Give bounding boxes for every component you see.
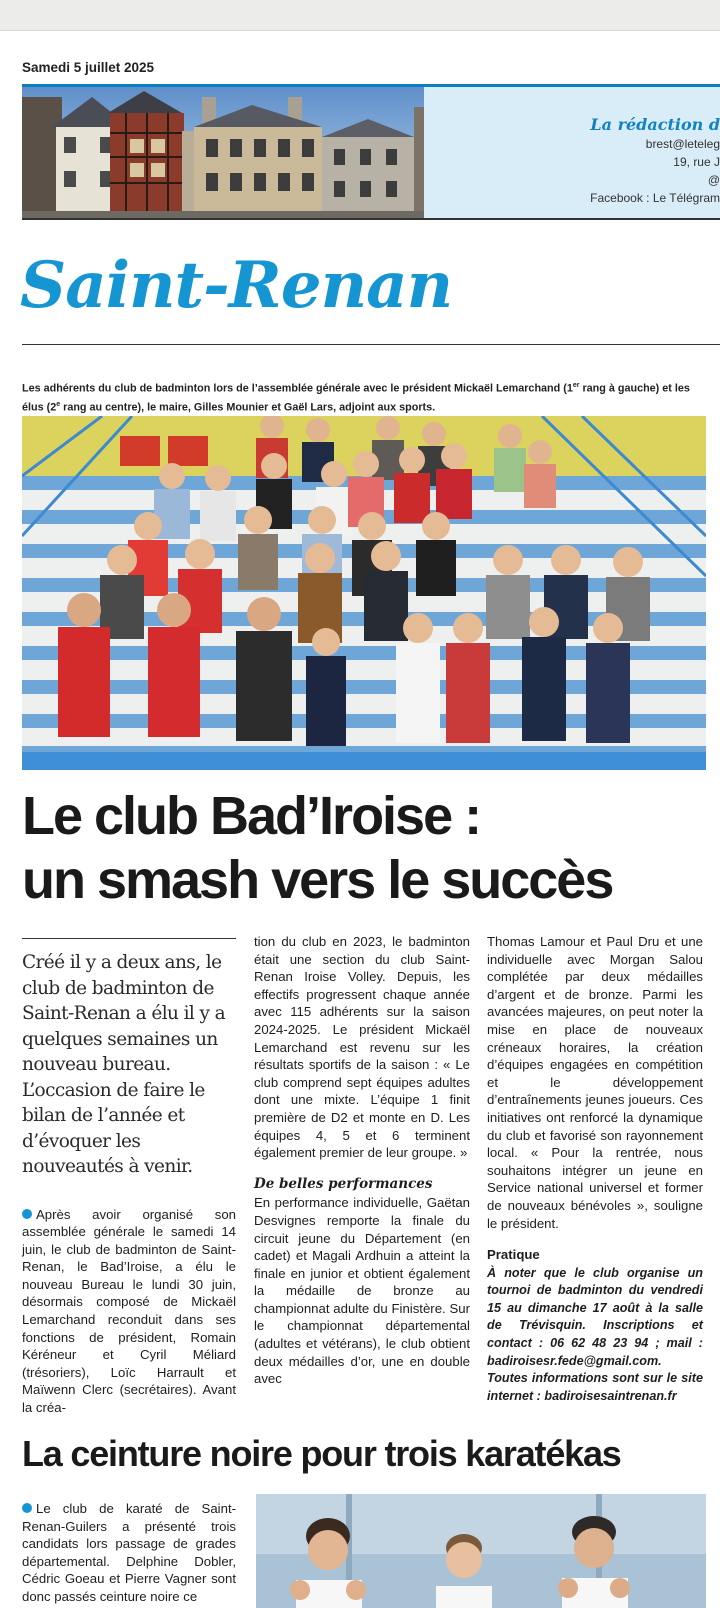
photo-caption: Les adhérents du club de badminton lors de l’assemblée générale avec le président Mickaël Lemarchand (1er rang à gauche) et les élus (2e rang au centre), le maire, Gilles Mounier et Gaël Lars, adjoint aux sports. [22, 382, 690, 414]
article-col3-paragraph: Thomas Lamour et Paul Dru et une individuelle avec Morgan Salou complétée par deux médailles d’argent et de bronze. Parmi les avancées majeures, on peut noter la mise en place de nouveaux créneaux horaires, la création d’équipes engagées en compétition et le développement d’entraînements jeunes joueurs. Ces initiatives ont renforcé la dynamique du club et favorisé son rayonnement local. « Pour la rentrée, nous souhaitons intégrer un jeune en Service national universel et former de nouveaux bénévoles », souligne le président. [487, 934, 703, 1231]
article-column-2 [254, 933, 470, 1388]
article-intro: Créé il y a deux ans, le club de badminton de Saint-Renan a élu il y a quelques semaines un nouveau bureau. L’occasion de faire le bilan de l’année et d’évoquer les nouveautés à venir. [22, 952, 226, 1177]
newsroom-facebook: Facebook : Le Télégram [590, 191, 720, 205]
town-title: Saint-Renan [20, 248, 453, 323]
banner-bottom-rule [22, 218, 720, 220]
article-headline [22, 784, 612, 912]
newsroom-at: @ [707, 173, 720, 187]
karate-article-text: Le club de karaté de Saint-Renan-Guilers a présenté trois candidats lors passage de grades départemental. Delphine Dobler, Cédric Goeau et Pierre Vagner sont donc passés ceinture noire ce [22, 1501, 236, 1604]
karate-photo [256, 1494, 706, 1608]
article-column-1 [22, 938, 236, 1417]
headline-line-1: Le club Bad’Iroise : [22, 786, 481, 846]
newsroom-email: brest@leteleg [645, 137, 720, 151]
group-photo-illustration [22, 416, 706, 770]
karate-photo-illustration [256, 1494, 706, 1608]
headline-line-2: un smash vers le succès [22, 850, 613, 910]
practical-info-text: À noter que le club organise un tournoi de badminton du vendredi 15 au dimanche 17 août à la salle de Trévisquin. Inscriptions et contact : 06 62 48 23 94 ; mail : badiroisesr.fede@gmail.com. Toutes informations sont sur le site internet : badiroisesaintrenan.fr [487, 1265, 703, 1403]
town-rule [22, 344, 720, 345]
article-col2-paragraph: tion du club en 2023, le badminton était une section du club Saint-Renan Iroise Volley. Depuis, les effectifs progressent chaque année avec 115 adhérents sur la saison 2024-2025. Le président Mickaël Lemarchand est revenu sur les résultats sportifs de la saison : « Le club comprend sept équipes adultes dont une mixte. L’équipe 1 finit première de D2 et monte en D. Les équipes 4, 5 et 6 terminent également premier de leur groupe. » [254, 934, 470, 1161]
banner-town-photo [22, 87, 424, 219]
newsroom-title: La rédaction d [590, 115, 720, 134]
article-col2-paragraph-2: En performance individuelle, Gaëtan Desvignes remporte la finale du circuit jeune du Département (en cadet) et Magali Ardhuin a atteint la finale en junior et obtient également la médaille de bronze au championnat adulte du Finistère. Sur le championnat départemental (adultes et vétérans), le club obtient deux médailles d’or, une en double avec [254, 1195, 470, 1387]
article-col1-paragraph: Après avoir organisé son assemblée générale le samedi 14 juin, le club de badminton de Saint-Renan, le Bad’Iroise, a élu le nouveau Bureau le lundi 30 juin, désormais composé de Mickaël Lemarchand reconduit dans ses fonctions de président, Romain Kéréneur et Cyril Méliard (trésoriers), Loïc Harrault et Maïwenn Clerc (secrétaires). Avant la créa- [22, 1206, 236, 1416]
page-date: Samedi 5 juillet 2025 [22, 60, 155, 75]
article-column-3 [487, 933, 703, 1405]
town-houses-illustration [22, 87, 424, 219]
top-bar [0, 0, 720, 31]
bullet-icon [22, 1503, 32, 1513]
badminton-club-group-photo [22, 416, 706, 770]
newsroom-contact-box [424, 87, 720, 219]
bullet-icon [22, 1209, 32, 1219]
practical-info-title: Pratique [487, 1247, 540, 1263]
karate-headline: La ceinture noire pour trois karatékas [22, 1433, 621, 1474]
article-subhead: De belles performances [254, 1175, 433, 1192]
newsroom-address: 19, rue J [673, 155, 720, 169]
